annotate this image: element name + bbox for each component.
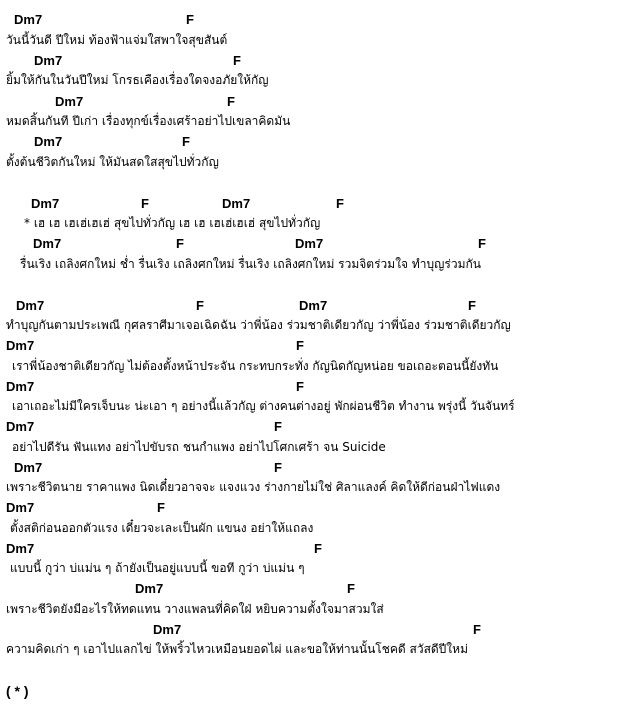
chord: F: [274, 460, 282, 475]
chord: Dm7: [34, 53, 63, 68]
chord: Dm7: [6, 379, 35, 394]
lyric-line: ทำบุญกันตามประเพณี กุศลราศีมาเจอเฉิดฉัน ว่าพี่น้อง ร่วมชาติเดียวกัญ ว่าพี่น้อง ร่วมชาติเดียวกัญ: [6, 318, 511, 332]
lyric-line: อย่าไปดีรัน ฟันแทง อย่าไปขับรถ ชนกำแพง อย่าไปโศกเศร้า จน Suicide: [12, 440, 386, 454]
chord: F: [274, 419, 282, 434]
chord: F: [176, 236, 184, 251]
chord: Dm7: [6, 419, 35, 434]
chord: F: [478, 236, 486, 251]
chord: F: [296, 379, 304, 394]
chord: Dm7: [33, 236, 62, 251]
chord: Dm7: [135, 581, 164, 596]
chord: Dm7: [14, 460, 43, 475]
chord: F: [227, 94, 235, 109]
lyric-line: เราพี่น้องชาติเดียวกัญ ไม่ต้องตั้งหน้าประจัน กระทบกระทั่ง กัญนิดกัญหน่อย ขอเถอะตอนนี้ยังทัน: [12, 359, 499, 373]
chord: F: [296, 338, 304, 353]
chord: F: [141, 196, 149, 211]
chord: Dm7: [34, 134, 63, 149]
chord: F: [196, 298, 204, 313]
chord: Dm7: [14, 12, 43, 27]
chorus-line: รื่นเริง เถลิงศกใหม่ ช่ำ รื่นเริง เถลิงศกใหม่ รื่นเริง เถลิงศกใหม่ รวมจิตร่วมใจ ทำบุญร่วมกัน: [20, 257, 481, 271]
lyric-line: วันนี้วันดี ปีใหม่ ท้องฟ้าแจ่มใสพาใจสุขสันต์: [6, 33, 228, 47]
chord: F: [336, 196, 344, 211]
lyric-line: เพราะชีวิตนาย ราคาแพง นิดเดี๋ยวอาจจะ แจงแวง ร่างกายไม่ใช่ ศิลาแลงค์ คิดให้ดีก่อนฝ่าไฟแดง: [6, 480, 501, 494]
chord: F: [157, 500, 165, 515]
chord: Dm7: [299, 298, 328, 313]
chord: Dm7: [6, 500, 35, 515]
lyric-line: แบบนี้ กูว่า บ่แม่น ๆ ถ้ายังเป็นอยู่แบบนี้ ขอที กูว่า บ่แม่น ๆ: [10, 561, 305, 575]
lyric-line: หมดสิ้นกันที ปีเก่า เรื่องทุกข์เรื่องเศร้าอย่าไปเขลาคิดมัน: [6, 114, 291, 128]
chord: F: [314, 541, 322, 556]
chord: F: [347, 581, 355, 596]
chord: Dm7: [55, 94, 84, 109]
lyric-line: เพราะชีวิตยังมีอะไรให้ทดแทน วางแพลนที่คิดใฝ่ หยิบความตั้งใจมาสวมใส่: [6, 602, 384, 616]
chord: Dm7: [31, 196, 60, 211]
chord: Dm7: [6, 541, 35, 556]
chord: F: [182, 134, 190, 149]
lyric-line: ยิ้มให้กันในวันปีใหม่ โกรธเคืองเรื่องใดจงอภัยให้กัญ: [6, 73, 269, 87]
lyric-line: ตั้งต้นชีวิตกันใหม่ ให้มันสดใสสุขไปทั่วกัญ: [6, 155, 219, 169]
chord: Dm7: [222, 196, 251, 211]
chord: Dm7: [153, 622, 182, 637]
refrain-marker: ( * ): [6, 683, 29, 699]
chord: Dm7: [16, 298, 45, 313]
lyric-line: ตั้งสติก่อนออกตัวแรง เดี๋ยวจะเละเป็นผัก แขนง อย่าให้แถลง: [10, 521, 314, 535]
lyric-line: ความคิดเก่า ๆ เอาไปแลกไข่ ให้พริ้วไหวเหมือนยอดไผ่ และขอให้ท่านนั้นโชคดี สวัสดีปีใหม่: [6, 642, 468, 656]
chord: Dm7: [6, 338, 35, 353]
chord: F: [186, 12, 194, 27]
chord: F: [473, 622, 481, 637]
chord: F: [468, 298, 476, 313]
chorus-line: * เฮ เฮ เฮเฮ่เฮเฮ่ สุขไปทั่วกัญ เฮ เฮ เฮเฮ่เฮเฮ่ สุขไปทั่วกัญ: [24, 216, 321, 230]
chord: Dm7: [295, 236, 324, 251]
chord: F: [233, 53, 241, 68]
lyric-line: เอาเถอะไม่มีใครเจ็บนะ น่ะเอา ๆ อย่างนี้แล้วกัญ ต่างคนต่างอยู่ พักผ่อนชีวิต ทำงาน พรุ่งนี้ วันจันทร์: [12, 399, 515, 413]
